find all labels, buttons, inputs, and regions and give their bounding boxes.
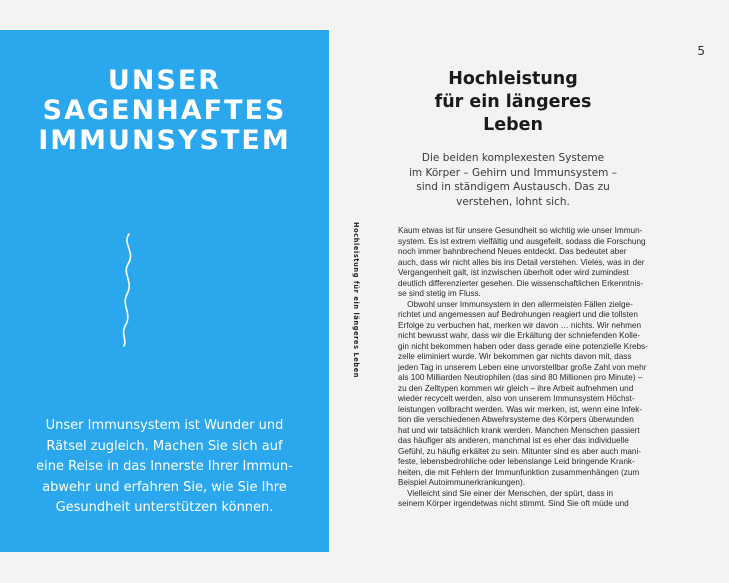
heading-line: Leben — [483, 115, 543, 135]
body-line: auch, dass wir nicht alles bis ins Detail verstehen. Vieles, was in der — [398, 257, 645, 267]
body-line: deutlich differenzierter gesehen. Die wissenschaftlichen Erkenntnis- — [398, 278, 644, 288]
body-line: zu den Zelltypen kommen wir gleich – ihre Arbeit aufnehmen und — [398, 383, 634, 393]
body-line: Vergangenheit galt, ist inzwischen überholt oder wird zumindest — [398, 268, 629, 277]
body-line: seinem Körper irgendetwas nicht stimmt. Sind Sie oft müde und — [398, 499, 629, 508]
chapter-title-line: IMMUNSYSTEM — [38, 125, 291, 156]
lead-line: Die beiden komplexesten Systeme — [421, 152, 605, 164]
body-line: Vielleicht sind Sie einer der Menschen, der spürt, dass in — [398, 488, 614, 498]
body-line: tion die verschiedenen Abwehrsysteme des Körpers überwunden — [398, 415, 634, 424]
intro-line: Gesundheit unterstützen können. — [55, 500, 274, 515]
lead-paragraph — [399, 151, 627, 209]
chapter-intro — [0, 416, 329, 519]
wave-line-icon — [110, 230, 150, 350]
heading-line: für ein längeres — [434, 92, 592, 112]
body-line: das häufiger als anderen, manchmal ist es eher das individuelle — [398, 436, 629, 445]
body-line: feste, lebensbedrohliche oder lebenslange Leid bringende Krank- — [398, 457, 635, 466]
intro-line: eine Reise in das Innerste Ihrer Immun- — [36, 459, 293, 474]
body-line: nicht bewusst wahr, dass wir die Erkältung der schniefenden Kolle- — [398, 331, 641, 340]
body-line: Beispiel Autoimmunerkrankungen). — [398, 478, 525, 487]
left-page — [0, 30, 329, 552]
body-line: Erfolge zu verbuchen hat, merken wir davon … nichts. Wir nehmen — [398, 320, 642, 330]
body-line: se sind stetig im Fluss. — [398, 289, 481, 298]
section-heading — [399, 68, 627, 137]
heading-line: Hochleistung — [448, 69, 578, 89]
intro-line: abwehr und erfahren Sie, wie Sie Ihre — [42, 479, 287, 495]
chapter-title-line: UNSER — [107, 65, 222, 96]
body-text — [398, 226, 663, 510]
right-page — [329, 0, 729, 583]
body-line: jeden Tag in unserem Leben eine unvorstellbar große Zahl von mehr — [398, 362, 647, 372]
body-line: Obwohl unser Immunsystem in den allermeisten Fällen zielge- — [398, 299, 633, 309]
body-line: wieder recycelt werden, also von unserem Immunsystem Höchst- — [398, 394, 635, 403]
intro-line: Unser Immunsystem ist Wunder und — [45, 418, 284, 433]
body-line: leistungen vollbracht werden. Was wir merken, ist, wenn eine Infek- — [398, 404, 643, 414]
lead-line: verstehen, lohnt sich. — [456, 195, 570, 208]
lead-line: sind in ständigem Austausch. Das zu — [416, 181, 610, 193]
body-line: als 100 Milliarden Neutrophilen (das sind 80 Millionen pro Minute) – — [398, 373, 643, 382]
page-number: 5 — [697, 44, 705, 58]
body-line: hat und wir tatsächlich krank werden. Manchen Menschen passiert — [398, 425, 640, 435]
chapter-title — [0, 66, 329, 156]
body-line: noch immer bahnbrechend Neues entdeckt. Das bedeutet aber — [398, 247, 627, 256]
body-line: zelle eliminiert wurde. Wir bekommen gar nichts davon mit, dass — [398, 352, 632, 361]
intro-line: Rätsel zugleich. Machen Sie sich auf — [46, 438, 283, 454]
chapter-title-line: SAGENHAFTES — [42, 95, 287, 126]
body-line: Gefühl, zu häufig erkältet zu sein. Mitunter sind es aber auch mani- — [398, 446, 642, 456]
body-line: heiten, die mit Fehlern der Immunfunktion zusammenhängen (zum — [398, 467, 640, 477]
lead-line: im Körper – Gehirn und Immunsystem – — [409, 166, 617, 179]
body-line: richtet und angemessen auf Bedrohungen reagiert und die tollsten — [398, 310, 638, 319]
body-line: system. Es ist extrem vielfältig und ausgefeilt, sodass die Forschung — [398, 236, 646, 246]
body-line: Kaum etwas ist für unsere Gesundheit so wichtig wie unser Immun- — [398, 226, 643, 235]
body-line: gin nicht bekommen haben oder dass gerade eine potenzielle Krebs- — [398, 341, 648, 351]
running-head: Hochleistung für ein längeres Leben — [352, 222, 360, 379]
